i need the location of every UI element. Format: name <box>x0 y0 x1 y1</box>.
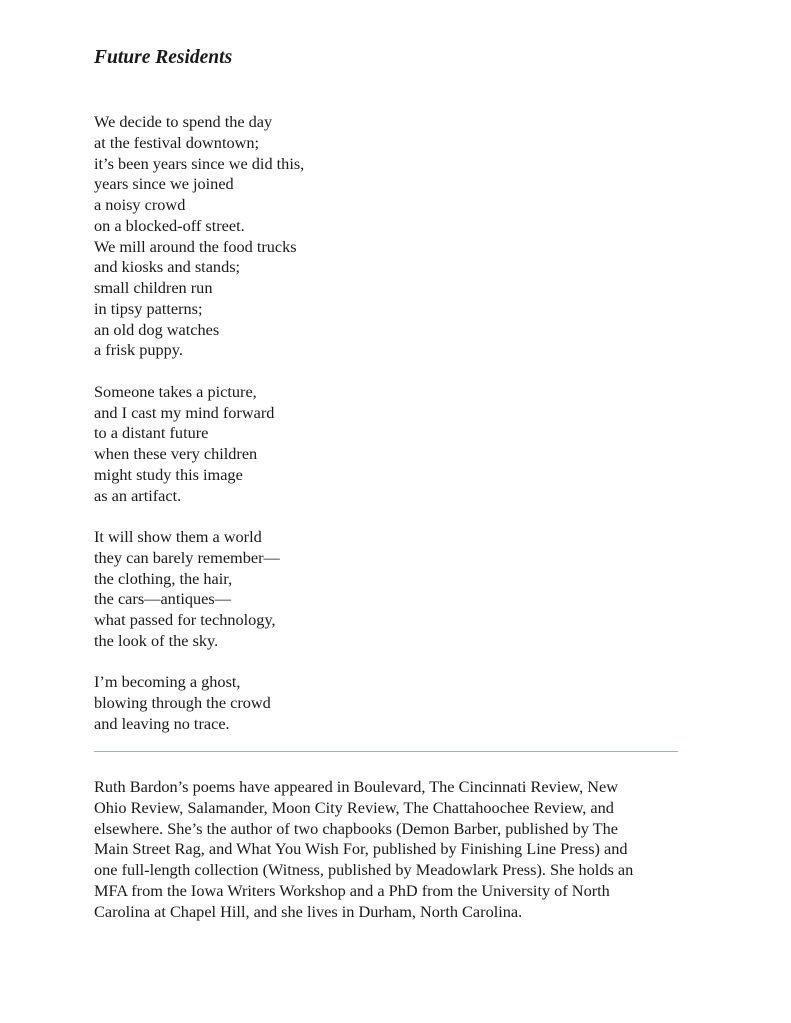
poem-line: at the festival downtown; <box>94 132 260 152</box>
poem-line: on a blocked-off street. <box>94 215 245 235</box>
poem-line: an old dog watches <box>94 319 220 339</box>
bio-line: elsewhere. She’s the author of two chapbooks (Demon Barber, published by The <box>94 818 618 838</box>
poem-line: in tipsy patterns; <box>94 298 203 318</box>
poem-line: It will show them a world <box>94 527 262 546</box>
poem-line: it’s been years since we did this, <box>94 153 305 173</box>
stanza <box>94 382 304 507</box>
poem-line: what passed for technology, <box>94 610 276 629</box>
poem-line: they can barely remember— <box>94 547 280 567</box>
stanza <box>94 112 304 361</box>
poem-line: Someone takes a picture, <box>94 381 257 401</box>
bio-line: Main Street Rag, and What You Wish For, published by Finishing Line Press) and <box>94 839 628 859</box>
author-bio <box>94 777 704 923</box>
poem-line: and kiosks and stands; <box>94 257 241 277</box>
poem-line: small children run <box>94 278 213 297</box>
poem-line: a frisk puppy. <box>94 340 183 360</box>
poem-line: the clothing, the hair, <box>94 568 233 588</box>
poem-line: I’m becoming a ghost, <box>94 672 241 692</box>
poem-line: We decide to spend the day <box>94 112 273 131</box>
poem-line: blowing through the crowd <box>94 693 271 712</box>
poem-line: years since we joined <box>94 174 234 194</box>
poem-line: as an artifact. <box>94 485 182 505</box>
poem-line: might study this image <box>94 464 243 484</box>
bio-line: Carolina at Chapel Hill, and she lives in Durham, North Carolina. <box>94 901 523 921</box>
poem-title: Future Residents <box>94 47 233 68</box>
stanza <box>94 672 304 734</box>
bio-line: Ruth Bardon’s poems have appeared in Boulevard, The Cincinnati Review, New <box>94 777 619 796</box>
poem-line: a noisy crowd <box>94 195 186 214</box>
poem-line: We mill around the food trucks <box>94 236 297 256</box>
poem-line: and leaving no trace. <box>94 713 230 733</box>
bio-line: MFA from the Iowa Writers Workshop and a PhD from the University of North <box>94 880 610 900</box>
section-divider <box>94 751 678 752</box>
poem-line: and I cast my mind forward <box>94 402 275 422</box>
poem-line: when these very children <box>94 444 258 463</box>
bio-line: one full-length collection (Witness, published by Meadowlark Press). She holds an <box>94 860 634 880</box>
poem-body <box>94 112 304 735</box>
bio-line: Ohio Review, Salamander, Moon City Review, The Chattahoochee Review, and <box>94 797 614 817</box>
poem-line: the cars—antiques— <box>94 589 231 609</box>
poem-line: the look of the sky. <box>94 630 219 650</box>
poem-line: to a distant future <box>94 423 209 443</box>
stanza <box>94 527 304 652</box>
